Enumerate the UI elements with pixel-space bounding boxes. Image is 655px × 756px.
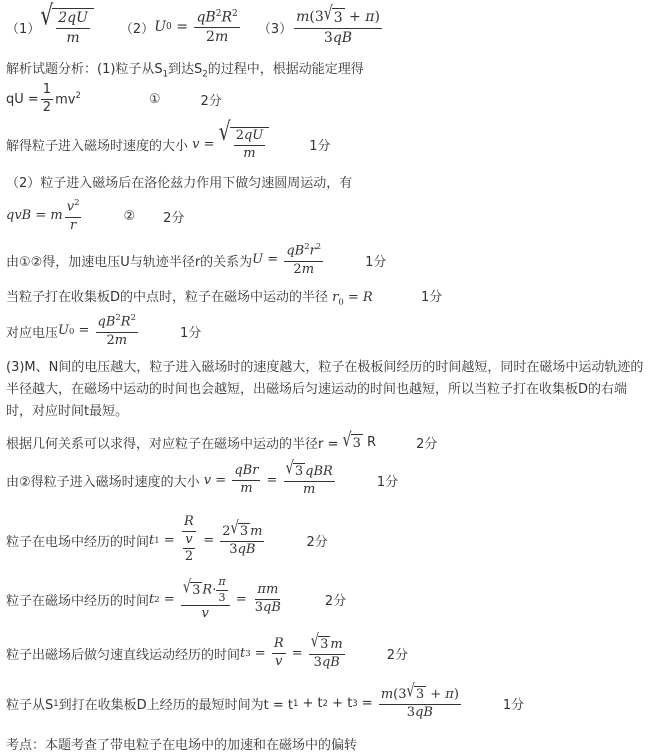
lorentz-equation: qvB = m $\frac{v^2}{r}$ ② 2分: [6, 197, 185, 233]
answer-2-label: （2）: [119, 21, 155, 37]
midpoint-radius: 当粒子打在收集板D的中点时，粒子在磁场中运动的半径 $r_0 = R$ 1分: [6, 290, 443, 307]
analysis-intro: 解析试题分析：(1)粒子从$S_1$到达$S_2$的过程中，根据动能定理得: [6, 62, 364, 79]
answer-1-label: （1）: [6, 21, 41, 37]
time-straight-motion: 粒子出磁场后做匀速直线运动经历的时间 t 3 = $\frac{R}{v}$ = √ 3 m 3qB 2分: [6, 631, 408, 670]
time-magnetic-field: 粒子在磁场中经历的时间 t 2 = √ 3 R· $\frac{\pi}{3}$ v = $\frac{\pi m}{3qB}$ 2分: [6, 574, 347, 622]
velocity-from-2: 由②得粒子进入磁场时速度的大小 v = $\frac{\text{qBr}}{m}$ = √ 3 qBR m 1分: [6, 458, 399, 497]
voltage-radius-relation: 由①②得，加速电压U与轨迹半径r的关系为 U = $\frac{qB^2r^2}{2m}$ 1分: [6, 241, 387, 277]
answer-3-label: （3）: [257, 21, 293, 37]
shortest-total-time: 粒子从S 1 到打在收集板D上经历的最短时间为t = t 1 + t 2 + t 3 = m(3 √ 3 + π) 3qB 1分: [6, 681, 525, 720]
velocity-line: 解得粒子进入磁场时速度的大小 v = √ $\frac{2qU}{m}$ 1分: [6, 117, 331, 161]
formula-U0: U 0 = $\frac{qB^2R^2}{2m}$: [154, 9, 238, 45]
energy-equation: qU = $\frac{1}{2}$ $mv^2$ ① 2分: [6, 81, 222, 115]
formula-sqrt-2qU-over-m: √ $\frac{2qU}{m}$: [40, 8, 94, 45]
time-electric-field: 粒子在电场中经历的时间 t 1 = $\frac{R}{\frac{v}{2}}$ = 2 √ 3 m 3qB 2分: [6, 513, 328, 565]
corresponding-voltage: 对应电压 U 0 = $\frac{qB^2R^2}{2m}$ 1分: [6, 312, 202, 348]
formula-t-min: m(3 √ 3 + π) 3qB: [296, 3, 380, 46]
part3-paragraph: (3)M、N间的电压越大，粒子进入磁场时的速度越大，粒子在极板间经历的时间越短，同时在磁场中运动轨迹的半径越大，在磁场中运动的时间也会越短，出磁场后匀速运动的时间也越短，所以当粒子打在收集板D的右端时，对应时间t最短。: [6, 360, 644, 419]
test-point: 考点：本题考查了带电粒子在电场中的加速和在磁场中的偏转: [6, 738, 358, 753]
part2-intro: （2）粒子进入磁场后在洛伦兹力作用下做匀速圆周运动，有: [6, 176, 353, 191]
answer-line: [6, 0, 384, 50]
geometry-radius: 根据几何关系可以求得，对应粒子在磁场中运动的半径r = √ 3 R 2分: [6, 429, 438, 452]
